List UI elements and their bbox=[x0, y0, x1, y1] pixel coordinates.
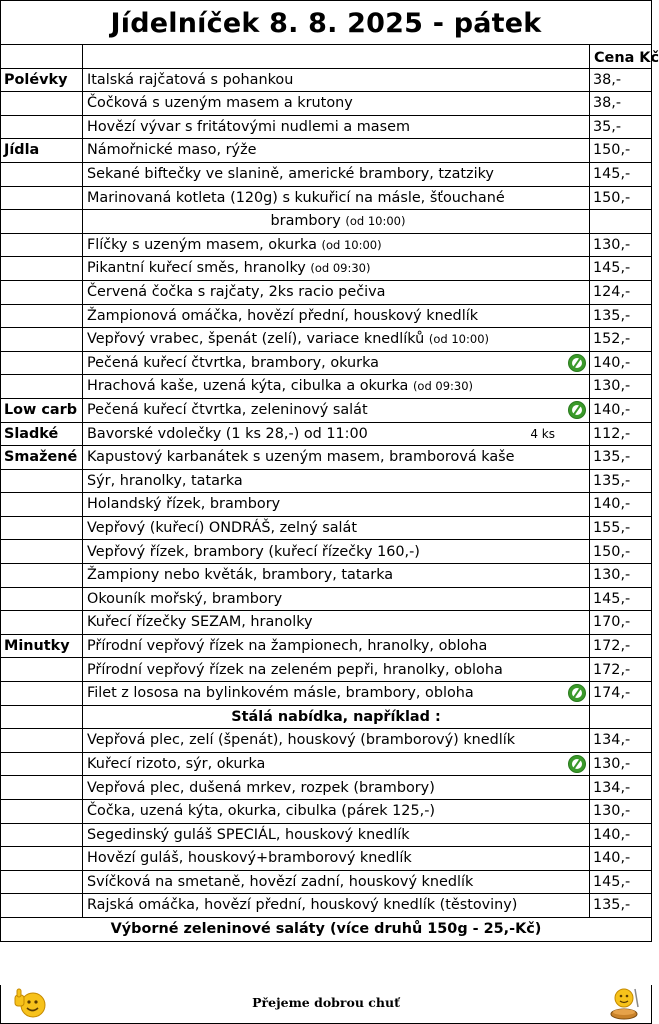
dish-time-note: (od 09:30) bbox=[412, 379, 474, 394]
dish-cell bbox=[83, 729, 590, 753]
menu-row bbox=[1, 493, 652, 517]
dish-cell bbox=[83, 186, 590, 210]
category-cell bbox=[1, 304, 83, 328]
category-cell bbox=[1, 257, 83, 281]
dish-cell bbox=[83, 446, 590, 470]
category-cell: Jídla bbox=[1, 139, 83, 163]
category-cell bbox=[1, 658, 83, 682]
menu-row bbox=[1, 611, 652, 635]
price-cell: 150,- bbox=[590, 186, 652, 210]
menu-row bbox=[1, 705, 652, 729]
dish-name: Segedinský guláš SPECIÁL, houskový knedlík bbox=[87, 826, 410, 843]
menu-row bbox=[1, 351, 652, 375]
price-cell bbox=[590, 705, 652, 729]
category-cell: Smažené bbox=[1, 446, 83, 470]
dish-time-note: (od 09:30) bbox=[310, 261, 371, 276]
category-cell bbox=[1, 894, 83, 918]
dish-name: Kapustový karbanátek s uzeným masem, bramborová kaše bbox=[87, 449, 515, 466]
price-cell bbox=[590, 210, 652, 234]
dish-cell bbox=[83, 870, 590, 894]
category-cell bbox=[1, 682, 83, 706]
dish-name: Vepřová plec, dušená mrkev, rozpek (brambory) bbox=[87, 779, 435, 796]
menu-row bbox=[1, 658, 652, 682]
category-cell: Low carb bbox=[1, 398, 83, 422]
menu-row bbox=[1, 894, 652, 918]
page-title: Jídelníček 8. 8. 2025 - pátek bbox=[0, 0, 652, 45]
dish-cell bbox=[83, 469, 590, 493]
price-cell: 172,- bbox=[590, 658, 652, 682]
dish-cell bbox=[83, 658, 590, 682]
price-cell: 112,- bbox=[590, 422, 652, 446]
menu-row bbox=[1, 516, 652, 540]
category-cell bbox=[1, 540, 83, 564]
price-cell: 130,- bbox=[590, 800, 652, 824]
dish-cell bbox=[83, 233, 590, 257]
price-cell: 170,- bbox=[590, 611, 652, 635]
price-cell: 134,- bbox=[590, 729, 652, 753]
salads-row bbox=[1, 917, 652, 941]
chef-smiley-icon bbox=[607, 985, 641, 1021]
menu-row bbox=[1, 564, 652, 588]
dish-time-note: (od 10:00) bbox=[321, 237, 382, 252]
menu-row bbox=[1, 800, 652, 824]
category-cell bbox=[1, 847, 83, 871]
menu-row bbox=[1, 162, 652, 186]
category-cell bbox=[1, 469, 83, 493]
menu-row bbox=[1, 257, 652, 281]
dish-cell bbox=[83, 587, 590, 611]
dish-name: Červená čočka s rajčaty, 2ks racio pečiva bbox=[87, 284, 386, 301]
price-cell: 130,- bbox=[590, 752, 652, 776]
gluten-free-icon bbox=[568, 684, 586, 702]
category-cell bbox=[1, 375, 83, 399]
price-cell: 140,- bbox=[590, 823, 652, 847]
header-category-cell bbox=[1, 45, 83, 69]
section-title: Stálá nabídka, například : bbox=[83, 705, 590, 729]
salads-note: Výborné zeleninové saláty (více druhů 150g - 25,-Kč) bbox=[1, 917, 652, 941]
dish-cell bbox=[83, 752, 590, 776]
footer-text: Přejeme dobrou chuť bbox=[252, 995, 400, 1010]
category-cell bbox=[1, 493, 83, 517]
menu-row bbox=[1, 115, 652, 139]
menu-row bbox=[1, 469, 652, 493]
menu-row bbox=[1, 304, 652, 328]
price-cell: 152,- bbox=[590, 328, 652, 352]
dish-name: Vepřový vrabec, špenát (zelí), variace knedlíků bbox=[87, 331, 425, 348]
menu-row bbox=[1, 682, 652, 706]
menu-row bbox=[1, 139, 652, 163]
menu-table bbox=[0, 44, 659, 942]
price-cell: 38,- bbox=[590, 68, 652, 92]
dish-cell bbox=[83, 162, 590, 186]
price-cell: 135,- bbox=[590, 469, 652, 493]
category-cell bbox=[1, 752, 83, 776]
dish-name: Marinovaná kotleta (120g) s kukuřicí na másle, šťouchané bbox=[87, 189, 505, 206]
price-cell: 150,- bbox=[590, 540, 652, 564]
price-cell: 145,- bbox=[590, 257, 652, 281]
category-cell bbox=[1, 92, 83, 116]
dish-name: Vepřový (kuřecí) ONDRÁŠ, zelný salát bbox=[87, 519, 358, 536]
dish-cell bbox=[83, 304, 590, 328]
dish-cell bbox=[83, 351, 590, 375]
category-cell bbox=[1, 233, 83, 257]
category-cell bbox=[1, 280, 83, 304]
dish-time-note: (od 10:00) bbox=[428, 332, 489, 347]
dish-cell bbox=[83, 894, 590, 918]
price-cell: 130,- bbox=[590, 564, 652, 588]
dish-cell bbox=[83, 800, 590, 824]
dish-cell bbox=[83, 422, 590, 446]
price-cell: 140,- bbox=[590, 493, 652, 517]
dish-name: Holandský řízek, brambory bbox=[87, 496, 281, 513]
price-cell: 150,- bbox=[590, 139, 652, 163]
dish-cell bbox=[83, 115, 590, 139]
menu-row bbox=[1, 422, 652, 446]
dish-cell bbox=[83, 516, 590, 540]
menu-row bbox=[1, 446, 652, 470]
dish-name: Čočková s uzeným masem a krutony bbox=[87, 95, 353, 112]
price-cell: 38,- bbox=[590, 92, 652, 116]
dish-cell bbox=[83, 210, 590, 234]
dish-cell bbox=[83, 776, 590, 800]
menu-row bbox=[1, 328, 652, 352]
dish-name: Italská rajčatová s pohankou bbox=[87, 71, 294, 88]
dish-cell bbox=[83, 139, 590, 163]
price-cell: 155,- bbox=[590, 516, 652, 540]
dish-cell bbox=[83, 823, 590, 847]
menu-row bbox=[1, 233, 652, 257]
dish-cell bbox=[83, 493, 590, 517]
price-cell: 174,- bbox=[590, 682, 652, 706]
category-cell bbox=[1, 611, 83, 635]
dish-name: Kuřecí řízečky SEZAM, hranolky bbox=[87, 614, 313, 631]
menu-row bbox=[1, 92, 652, 116]
price-cell: 130,- bbox=[590, 233, 652, 257]
dish-name: Čočka, uzená kýta, okurka, cibulka (párek 125,-) bbox=[87, 803, 435, 820]
dish-cell bbox=[83, 611, 590, 635]
category-cell bbox=[1, 870, 83, 894]
category-cell bbox=[1, 564, 83, 588]
dish-cell bbox=[83, 68, 590, 92]
dish-name: Vepřová plec, zelí (špenát), houskový (bramborový) knedlík bbox=[87, 732, 516, 749]
menu-row bbox=[1, 752, 652, 776]
menu-row bbox=[1, 634, 652, 658]
dish-name: Žampiony nebo květák, brambory, tatarka bbox=[87, 567, 394, 584]
dish-name: Hovězí vývar s fritátovými nudlemi a masem bbox=[87, 118, 410, 135]
menu-row bbox=[1, 210, 652, 234]
dish-name: Námořnické maso, rýže bbox=[87, 142, 257, 159]
price-cell: 140,- bbox=[590, 847, 652, 871]
category-cell bbox=[1, 210, 83, 234]
menu-row bbox=[1, 847, 652, 871]
gluten-free-icon bbox=[568, 401, 586, 419]
price-cell: 135,- bbox=[590, 304, 652, 328]
dish-cell bbox=[83, 564, 590, 588]
menu-row bbox=[1, 280, 652, 304]
menu-row bbox=[1, 870, 652, 894]
menu-row bbox=[1, 729, 652, 753]
dish-name: Sekané biftečky ve slanině, americké brambory, tzatziky bbox=[87, 166, 494, 183]
price-cell: 145,- bbox=[590, 870, 652, 894]
header-row bbox=[1, 45, 652, 69]
category-cell bbox=[1, 516, 83, 540]
menu-row bbox=[1, 776, 652, 800]
header-dish-cell bbox=[83, 45, 590, 69]
dish-name: brambory bbox=[270, 213, 341, 230]
dish-name: Okouník mořský, brambory bbox=[87, 590, 283, 607]
category-cell bbox=[1, 328, 83, 352]
dish-cell bbox=[83, 540, 590, 564]
dish-name: Přírodní vepřový řízek na zeleném pepři, hranolky, obloha bbox=[87, 661, 503, 678]
dish-cell bbox=[83, 847, 590, 871]
dish-name: Pečená kuřecí čtvrtka, brambory, okurka bbox=[87, 354, 379, 371]
dish-cell bbox=[83, 682, 590, 706]
footer bbox=[0, 985, 652, 1024]
dish-name: Hovězí guláš, houskový+bramborový knedlík bbox=[87, 850, 412, 867]
price-cell: 135,- bbox=[590, 894, 652, 918]
price-cell: 145,- bbox=[590, 587, 652, 611]
menu-row bbox=[1, 68, 652, 92]
price-header: Cena Kč bbox=[590, 45, 652, 69]
category-cell bbox=[1, 162, 83, 186]
price-cell: 140,- bbox=[590, 398, 652, 422]
category-cell bbox=[1, 800, 83, 824]
category-cell bbox=[1, 776, 83, 800]
price-cell: 130,- bbox=[590, 375, 652, 399]
menu-row bbox=[1, 186, 652, 210]
price-cell: 134,- bbox=[590, 776, 652, 800]
gluten-free-icon bbox=[568, 755, 586, 773]
category-cell bbox=[1, 186, 83, 210]
dish-name: Flíčky s uzeným masem, okurka bbox=[87, 236, 317, 253]
menu-row bbox=[1, 587, 652, 611]
dish-cell bbox=[83, 398, 590, 422]
category-cell bbox=[1, 115, 83, 139]
dish-time-note: (od 10:00) bbox=[345, 214, 406, 229]
dish-cell bbox=[83, 92, 590, 116]
menu-row bbox=[1, 375, 652, 399]
menu-row bbox=[1, 398, 652, 422]
dish-name: Pikantní kuřecí směs, hranolky bbox=[87, 260, 306, 277]
quantity-note: 4 ks bbox=[530, 426, 555, 441]
category-cell: Minutky bbox=[1, 634, 83, 658]
dish-name: Pečená kuřecí čtvrtka, zeleninový salát bbox=[87, 402, 368, 418]
category-cell bbox=[1, 351, 83, 375]
dish-name: Vepřový řízek, brambory (kuřecí řízečky 160,-) bbox=[87, 543, 420, 560]
dish-name: Bavorské vdolečky (1 ks 28,-) od 11:00 bbox=[87, 425, 368, 442]
menu-row bbox=[1, 823, 652, 847]
dish-name: Přírodní vepřový řízek na žampionech, hranolky, obloha bbox=[87, 637, 488, 654]
category-cell bbox=[1, 587, 83, 611]
category-cell bbox=[1, 729, 83, 753]
dish-cell bbox=[83, 634, 590, 658]
dish-name: Žampionová omáčka, hovězí přední, houskový knedlík bbox=[87, 307, 479, 324]
dish-name: Kuřecí rizoto, sýr, okurka bbox=[87, 755, 266, 772]
dish-cell bbox=[83, 280, 590, 304]
dish-name: Sýr, hranolky, tatarka bbox=[87, 472, 243, 489]
category-cell bbox=[1, 705, 83, 729]
price-cell: 140,- bbox=[590, 351, 652, 375]
category-cell: Polévky bbox=[1, 68, 83, 92]
gluten-free-icon bbox=[568, 354, 586, 372]
price-cell: 124,- bbox=[590, 280, 652, 304]
price-cell: 172,- bbox=[590, 634, 652, 658]
price-cell: 35,- bbox=[590, 115, 652, 139]
dish-cell bbox=[83, 375, 590, 399]
dish-cell bbox=[83, 257, 590, 281]
dish-name: Rajská omáčka, hovězí přední, houskový knedlík (těstoviny) bbox=[87, 897, 518, 914]
menu-row bbox=[1, 540, 652, 564]
category-cell bbox=[1, 823, 83, 847]
dish-name: Filet z lososa na bylinkovém másle, brambory, obloha bbox=[87, 685, 474, 702]
dish-name: Hrachová kaše, uzená kýta, cibulka a okurka bbox=[87, 378, 409, 395]
dish-cell bbox=[83, 328, 590, 352]
dish-name: Svíčková na smetaně, hovězí zadní, houskový knedlík bbox=[87, 873, 474, 890]
price-cell: 135,- bbox=[590, 446, 652, 470]
category-cell: Sladké bbox=[1, 422, 83, 446]
price-cell: 145,- bbox=[590, 162, 652, 186]
